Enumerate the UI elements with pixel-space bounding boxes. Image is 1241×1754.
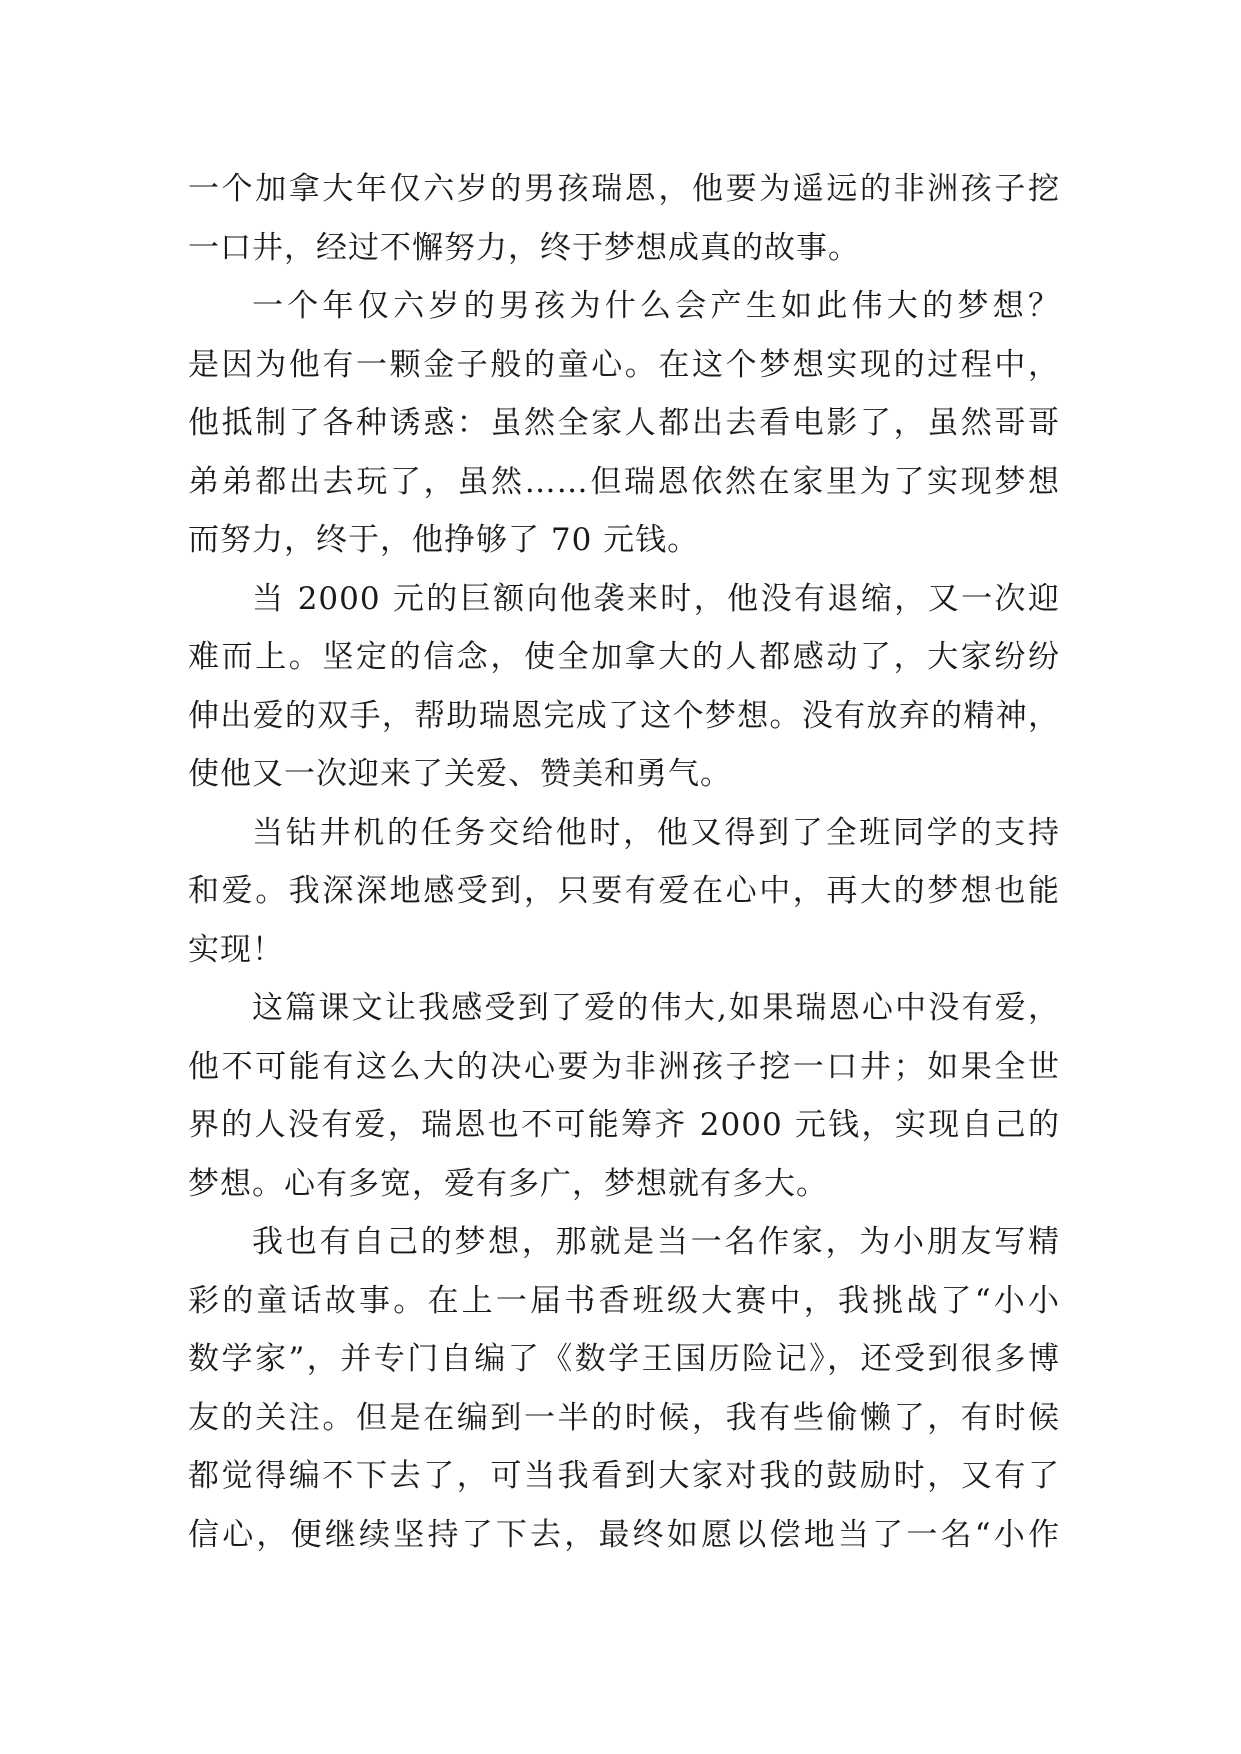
text-line: 一口井，经过不懈努力，终于梦想成真的故事。 (188, 229, 860, 266)
text-line: 一个年仅六岁的男孩为什么会产生如此伟大的梦想？ (252, 288, 1060, 324)
text-line: 一个加拿大年仅六岁的男孩瑞恩，他要为遥远的非洲孩子挖 (188, 171, 1060, 207)
text-line: 梦想。心有多宽，爱有多广，梦想就有多大。 (188, 1165, 828, 1202)
text-line: 信心，便继续坚持了下去，最终如愿以偿地当了一名“小作 (188, 1516, 1060, 1553)
text-line: 是因为他有一颗金子般的童心。在这个梦想实现的过程中， (188, 346, 1060, 383)
text-line: 这篇课文让我感受到了爱的伟大,如果瑞恩心中没有爱， (252, 990, 1060, 1026)
text-line: 当 2000 元的巨额向他袭来时，他没有退缩，又一次迎 (252, 580, 1060, 617)
document-page (188, 160, 1060, 1564)
text-line: 使他又一次迎来了关爱、赞美和勇气。 (188, 756, 732, 792)
text-line: 他抵制了各种诱惑：虽然全家人都出去看电影了，虽然哥哥 (188, 405, 1060, 441)
text-line: 我也有自己的梦想，那就是当一名作家，为小朋友写精 (252, 1224, 1060, 1260)
text-line: 弟弟都出去玩了，虽然……但瑞恩依然在家里为了实现梦想 (188, 463, 1060, 500)
text-line: 当钻井机的任务交给他时，他又得到了全班同学的支持 (252, 814, 1060, 851)
text-line: 和爱。我深深地感受到，只要有爱在心中，再大的梦想也能 (188, 873, 1060, 909)
text-line: 彩的童话故事。在上一届书香班级大赛中，我挑战了“小小 (188, 1282, 1060, 1319)
text-line: 伸出爱的双手，帮助瑞恩完成了这个梦想。没有放弃的精神， (188, 697, 1060, 734)
text-line: 数学家”，并专门自编了《数学王国历险记》，还受到很多博 (188, 1341, 1060, 1377)
text-line: 实现！ (188, 931, 284, 968)
text-line: 都觉得编不下去了，可当我看到大家对我的鼓励时，又有了 (188, 1458, 1060, 1494)
text-line: 界的人没有爱，瑞恩也不可能筹齐 2000 元钱，实现自己的 (188, 1107, 1060, 1143)
text-line: 难而上。坚定的信念，使全加拿大的人都感动了，大家纷纷 (188, 639, 1060, 675)
text-line: 友的关注。但是在编到一半的时候，我有些偷懒了，有时候 (188, 1399, 1060, 1436)
text-line: 他不可能有这么大的决心要为非洲孩子挖一口井；如果全世 (188, 1048, 1060, 1085)
text-line: 而努力，终于，他挣够了 70 元钱。 (188, 522, 700, 558)
